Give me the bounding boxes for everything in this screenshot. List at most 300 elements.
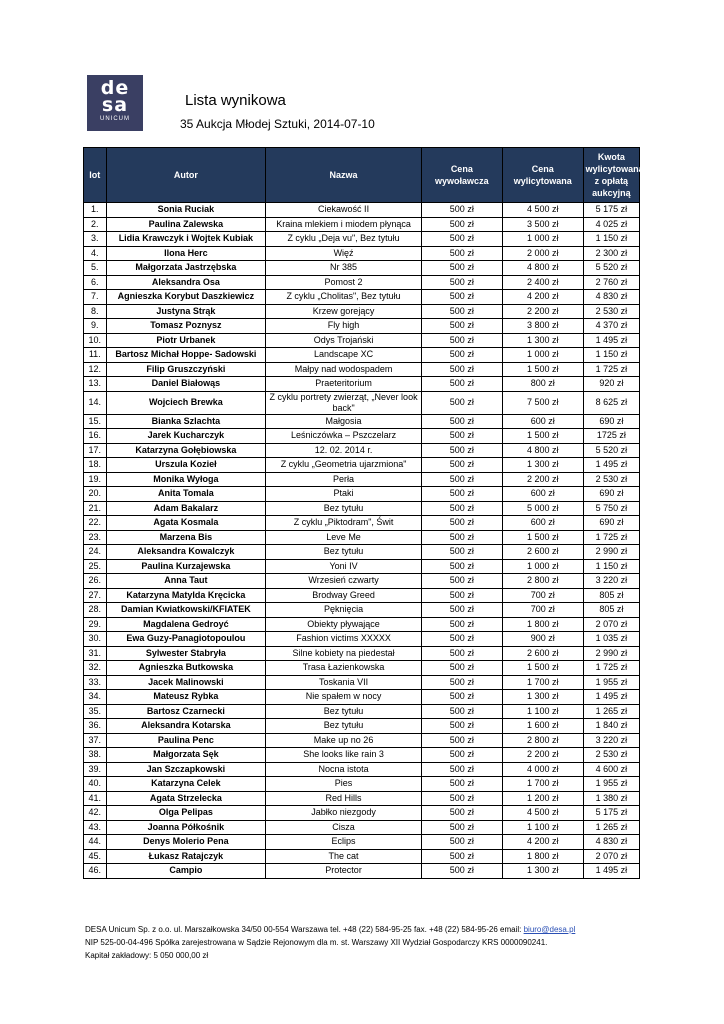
- table-row: [84, 835, 640, 850]
- cell-title: Pęknięcia: [266, 603, 422, 618]
- cell-lot: 16.: [84, 429, 107, 444]
- cell-title: Z cyklu „Geometria ujarzmiona": [266, 458, 422, 473]
- cell-hammer-price: 1 200 zł: [502, 791, 583, 806]
- cell-lot: 25.: [84, 559, 107, 574]
- cell-starting-price: 500 zł: [421, 690, 502, 705]
- cell-author: Paulina Kurzajewska: [106, 559, 266, 574]
- cell-hammer-price: 600 zł: [502, 487, 583, 502]
- cell-lot: 10.: [84, 333, 107, 348]
- cell-title: Yoni IV: [266, 559, 422, 574]
- cell-total: 1 495 zł: [583, 333, 639, 348]
- cell-starting-price: 500 zł: [421, 290, 502, 305]
- table-row: [84, 261, 640, 276]
- cell-starting-price: 500 zł: [421, 791, 502, 806]
- table-row: [84, 559, 640, 574]
- cell-hammer-price: 7 500 zł: [502, 391, 583, 414]
- cell-total: 1 150 zł: [583, 348, 639, 363]
- cell-title: Silne kobiety na piedestał: [266, 646, 422, 661]
- table-row: [84, 362, 640, 377]
- cell-lot: 42.: [84, 806, 107, 821]
- cell-title: Eclips: [266, 835, 422, 850]
- cell-lot: 37.: [84, 733, 107, 748]
- cell-author: Aleksandra Kotarska: [106, 719, 266, 734]
- cell-author: Mateusz Rybka: [106, 690, 266, 705]
- cell-total: 805 zł: [583, 588, 639, 603]
- cell-lot: 9.: [84, 319, 107, 334]
- cell-hammer-price: 1 700 zł: [502, 675, 583, 690]
- cell-starting-price: 500 zł: [421, 348, 502, 363]
- cell-title: Bez tytułu: [266, 545, 422, 560]
- table-row: [84, 791, 640, 806]
- cell-hammer-price: 2 600 zł: [502, 545, 583, 560]
- cell-lot: 33.: [84, 675, 107, 690]
- cell-starting-price: 500 zł: [421, 588, 502, 603]
- table-row: [84, 516, 640, 531]
- footer: [85, 923, 575, 962]
- cell-total: 5 175 zł: [583, 203, 639, 218]
- table-row: [84, 246, 640, 261]
- cell-starting-price: 500 zł: [421, 391, 502, 414]
- cell-hammer-price: 600 zł: [502, 516, 583, 531]
- cell-total: 2 530 zł: [583, 748, 639, 763]
- cell-title: Leve Me: [266, 530, 422, 545]
- cell-title: Praeteritorium: [266, 377, 422, 392]
- cell-title: Leśniczówka – Pszczelarz: [266, 429, 422, 444]
- cell-starting-price: 500 zł: [421, 864, 502, 879]
- cell-title: Red Hills: [266, 791, 422, 806]
- cell-author: Ewa Guzy-Panagiotopoulou: [106, 632, 266, 647]
- cell-lot: 1.: [84, 203, 107, 218]
- cell-starting-price: 500 zł: [421, 646, 502, 661]
- table-row: [84, 443, 640, 458]
- cell-starting-price: 500 zł: [421, 217, 502, 232]
- cell-total: 4 830 zł: [583, 835, 639, 850]
- cell-starting-price: 500 zł: [421, 487, 502, 502]
- cell-starting-price: 500 zł: [421, 545, 502, 560]
- table-row: [84, 733, 640, 748]
- cell-lot: 35.: [84, 704, 107, 719]
- cell-total: 1 495 zł: [583, 864, 639, 879]
- cell-total: 1 495 zł: [583, 690, 639, 705]
- cell-starting-price: 500 zł: [421, 574, 502, 589]
- cell-hammer-price: 600 zł: [502, 414, 583, 429]
- cell-lot: 38.: [84, 748, 107, 763]
- cell-starting-price: 500 zł: [421, 443, 502, 458]
- cell-total: 2 300 zł: [583, 246, 639, 261]
- cell-author: Małgorzata Sęk: [106, 748, 266, 763]
- cell-starting-price: 500 zł: [421, 275, 502, 290]
- table-row: [84, 849, 640, 864]
- table-row: [84, 588, 640, 603]
- table-row: [84, 690, 640, 705]
- cell-title: Brodway Greed: [266, 588, 422, 603]
- cell-total: 3 220 zł: [583, 574, 639, 589]
- table-row: [84, 319, 640, 334]
- cell-title: Więź: [266, 246, 422, 261]
- cell-title: Trasa Łazienkowska: [266, 661, 422, 676]
- cell-starting-price: 500 zł: [421, 661, 502, 676]
- cell-title: Z cyklu „Piktodram", Świt: [266, 516, 422, 531]
- table-row: [84, 704, 640, 719]
- cell-starting-price: 500 zł: [421, 748, 502, 763]
- cell-total: 1 150 zł: [583, 232, 639, 247]
- cell-title: Kraina mlekiem i miodem płynąca: [266, 217, 422, 232]
- cell-author: Bartosz Michał Hoppe- Sadowski: [106, 348, 266, 363]
- cell-title: Małpy nad wodospadem: [266, 362, 422, 377]
- cell-author: Jan Szczapkowski: [106, 762, 266, 777]
- table-row: [84, 574, 640, 589]
- cell-starting-price: 500 zł: [421, 762, 502, 777]
- cell-total: 4 025 zł: [583, 217, 639, 232]
- results-table: [83, 147, 644, 879]
- cell-hammer-price: 1 600 zł: [502, 719, 583, 734]
- cell-author: Piotr Urbanek: [106, 333, 266, 348]
- cell-lot: 30.: [84, 632, 107, 647]
- cell-lot: 34.: [84, 690, 107, 705]
- cell-lot: 39.: [84, 762, 107, 777]
- cell-title: Z cyklu „Cholitas", Bez tytułu: [266, 290, 422, 305]
- cell-starting-price: 500 zł: [421, 501, 502, 516]
- cell-author: Wojciech Brewka: [106, 391, 266, 414]
- cell-title: Wrzesień czwarty: [266, 574, 422, 589]
- table-row: [84, 377, 640, 392]
- cell-author: Katarzyna Matylda Kręcicka: [106, 588, 266, 603]
- cell-total: 1 955 zł: [583, 777, 639, 792]
- cell-lot: 5.: [84, 261, 107, 276]
- cell-hammer-price: 1 300 zł: [502, 458, 583, 473]
- cell-title: Nr 385: [266, 261, 422, 276]
- table-row: [84, 429, 640, 444]
- cell-author: Agnieszka Korybut Daszkiewicz: [106, 290, 266, 305]
- cell-title: 12. 02. 2014 r.: [266, 443, 422, 458]
- cell-total: 2 530 zł: [583, 472, 639, 487]
- cell-hammer-price: 1 100 zł: [502, 704, 583, 719]
- cell-total: 1725 zł: [583, 429, 639, 444]
- cell-title: The cat: [266, 849, 422, 864]
- cell-total: 3 220 zł: [583, 733, 639, 748]
- cell-starting-price: 500 zł: [421, 203, 502, 218]
- cell-hammer-price: 4 500 zł: [502, 203, 583, 218]
- cell-title: Bez tytułu: [266, 704, 422, 719]
- cell-starting-price: 500 zł: [421, 304, 502, 319]
- cell-total: 4 370 zł: [583, 319, 639, 334]
- logo-line-2: sa: [101, 94, 129, 116]
- table-row: [84, 632, 640, 647]
- cell-starting-price: 500 zł: [421, 733, 502, 748]
- page-subtitle: 35 Aukcja Młodej Sztuki, 2014-07-10: [180, 117, 375, 131]
- cell-total: 4 600 zł: [583, 762, 639, 777]
- cell-lot: 21.: [84, 501, 107, 516]
- cell-author: Ilona Herc: [106, 246, 266, 261]
- cell-author: Justyna Strąk: [106, 304, 266, 319]
- cell-hammer-price: 4 800 zł: [502, 443, 583, 458]
- cell-hammer-price: 1 000 zł: [502, 232, 583, 247]
- cell-hammer-price: 3 500 zł: [502, 217, 583, 232]
- cell-author: Damian Kwiatkowski/KFIATEK: [106, 603, 266, 618]
- cell-total: 2 760 zł: [583, 275, 639, 290]
- cell-lot: 6.: [84, 275, 107, 290]
- table-row: [84, 748, 640, 763]
- col-header-starting-price: Cena wywoławcza: [421, 148, 502, 203]
- cell-author: Joanna Półkośnik: [106, 820, 266, 835]
- table-row: [84, 290, 640, 305]
- cell-hammer-price: 1 100 zł: [502, 820, 583, 835]
- cell-lot: 19.: [84, 472, 107, 487]
- cell-starting-price: 500 zł: [421, 362, 502, 377]
- cell-lot: 3.: [84, 232, 107, 247]
- cell-starting-price: 500 zł: [421, 704, 502, 719]
- table-row: [84, 501, 640, 516]
- cell-hammer-price: 2 000 zł: [502, 246, 583, 261]
- cell-starting-price: 500 zł: [421, 806, 502, 821]
- cell-title: Z cyklu „Deja vu", Bez tytułu: [266, 232, 422, 247]
- table-row: [84, 646, 640, 661]
- cell-lot: 12.: [84, 362, 107, 377]
- col-header-hammer-price: Cena wylicytowana: [502, 148, 583, 203]
- cell-starting-price: 500 zł: [421, 232, 502, 247]
- table-row: [84, 719, 640, 734]
- cell-total: 2 530 zł: [583, 304, 639, 319]
- cell-total: 5 750 zł: [583, 501, 639, 516]
- cell-author: Katarzyna Gołębiowska: [106, 443, 266, 458]
- cell-title: Z cyklu portrety zwierząt, „Never look back": [266, 391, 422, 414]
- cell-hammer-price: 1 500 zł: [502, 661, 583, 676]
- cell-starting-price: 500 zł: [421, 319, 502, 334]
- table-row: [84, 617, 640, 632]
- cell-author: Sylwester Stabryła: [106, 646, 266, 661]
- table-row: [84, 414, 640, 429]
- cell-lot: 44.: [84, 835, 107, 850]
- table-row: [84, 661, 640, 676]
- cell-total: 1 840 zł: [583, 719, 639, 734]
- cell-hammer-price: 2 200 zł: [502, 304, 583, 319]
- table-row: [84, 487, 640, 502]
- cell-lot: 8.: [84, 304, 107, 319]
- table-header-row: [84, 148, 640, 203]
- logo-line-3: UNICUM: [100, 116, 130, 122]
- cell-hammer-price: 1 700 zł: [502, 777, 583, 792]
- cell-author: Lidia Krawczyk i Wojtek Kubiak: [106, 232, 266, 247]
- cell-author: Paulina Zalewska: [106, 217, 266, 232]
- col-header-total-with-fee: Kwota wylicytowana z opłatą aukcyjną: [583, 148, 639, 203]
- cell-lot: 43.: [84, 820, 107, 835]
- cell-total: 2 990 zł: [583, 646, 639, 661]
- cell-hammer-price: 2 400 zł: [502, 275, 583, 290]
- cell-author: Bartosz Czarnecki: [106, 704, 266, 719]
- cell-title: Bez tytułu: [266, 719, 422, 734]
- page-title: Lista wynikowa: [185, 92, 286, 109]
- cell-title: Cisza: [266, 820, 422, 835]
- cell-author: Magdalena Gedroyć: [106, 617, 266, 632]
- cell-title: Make up no 26: [266, 733, 422, 748]
- cell-lot: 36.: [84, 719, 107, 734]
- cell-hammer-price: 700 zł: [502, 588, 583, 603]
- table-body: [84, 203, 640, 879]
- cell-starting-price: 500 zł: [421, 632, 502, 647]
- cell-hammer-price: 4 200 zł: [502, 835, 583, 850]
- cell-title: Jabłko niezgody: [266, 806, 422, 821]
- cell-starting-price: 500 zł: [421, 377, 502, 392]
- cell-title: Fashion victims XXXXX: [266, 632, 422, 647]
- cell-lot: 11.: [84, 348, 107, 363]
- cell-hammer-price: 1 300 zł: [502, 864, 583, 879]
- cell-total: 1 380 zł: [583, 791, 639, 806]
- cell-total: 690 zł: [583, 516, 639, 531]
- cell-author: Jarek Kucharczyk: [106, 429, 266, 444]
- cell-author: Agata Strzelecka: [106, 791, 266, 806]
- cell-title: Krzew gorejący: [266, 304, 422, 319]
- cell-lot: 18.: [84, 458, 107, 473]
- cell-hammer-price: 3 800 zł: [502, 319, 583, 334]
- footer-company: DESA Unicum Sp. z o.o. ul. Marszałkowska 34/50 00-554 Warszawa tel. +48 (22) 584-95-25 fax. +48 (22) 584-95-26 email:: [85, 925, 524, 934]
- cell-starting-price: 500 zł: [421, 261, 502, 276]
- cell-hammer-price: 4 000 zł: [502, 762, 583, 777]
- cell-starting-price: 500 zł: [421, 414, 502, 429]
- cell-hammer-price: 800 zł: [502, 377, 583, 392]
- table-row: [84, 275, 640, 290]
- cell-author: Anna Taut: [106, 574, 266, 589]
- cell-hammer-price: 1 000 zł: [502, 559, 583, 574]
- cell-hammer-price: 2 200 zł: [502, 472, 583, 487]
- cell-lot: 2.: [84, 217, 107, 232]
- cell-lot: 29.: [84, 617, 107, 632]
- cell-lot: 23.: [84, 530, 107, 545]
- table-row: [84, 304, 640, 319]
- cell-lot: 31.: [84, 646, 107, 661]
- cell-hammer-price: 1 000 zł: [502, 348, 583, 363]
- cell-author: Monika Wyłoga: [106, 472, 266, 487]
- table-row: [84, 864, 640, 879]
- cell-author: Aleksandra Osa: [106, 275, 266, 290]
- cell-lot: 24.: [84, 545, 107, 560]
- cell-starting-price: 500 zł: [421, 559, 502, 574]
- logo-line-1: de: [100, 77, 130, 99]
- cell-lot: 46.: [84, 864, 107, 879]
- cell-author: Agnieszka Butkowska: [106, 661, 266, 676]
- cell-hammer-price: 2 200 zł: [502, 748, 583, 763]
- cell-lot: 17.: [84, 443, 107, 458]
- cell-author: Bianka Szlachta: [106, 414, 266, 429]
- cell-hammer-price: 2 800 zł: [502, 733, 583, 748]
- cell-total: 1 150 zł: [583, 559, 639, 574]
- table-row: [84, 458, 640, 473]
- cell-lot: 26.: [84, 574, 107, 589]
- cell-hammer-price: 1 500 zł: [502, 362, 583, 377]
- cell-hammer-price: 1 500 zł: [502, 530, 583, 545]
- cell-author: Olga Pelipas: [106, 806, 266, 821]
- cell-starting-price: 500 zł: [421, 458, 502, 473]
- cell-lot: 32.: [84, 661, 107, 676]
- cell-title: Odys Trojański: [266, 333, 422, 348]
- cell-starting-price: 500 zł: [421, 516, 502, 531]
- cell-author: Anita Tomala: [106, 487, 266, 502]
- cell-title: Obiekty pływające: [266, 617, 422, 632]
- cell-starting-price: 500 zł: [421, 835, 502, 850]
- cell-hammer-price: 700 zł: [502, 603, 583, 618]
- cell-title: Perła: [266, 472, 422, 487]
- cell-total: 1 265 zł: [583, 820, 639, 835]
- cell-author: Katarzyna Celek: [106, 777, 266, 792]
- cell-total: 5 520 zł: [583, 443, 639, 458]
- cell-hammer-price: 1 300 zł: [502, 333, 583, 348]
- footer-email-link[interactable]: biuro@desa.pl: [523, 925, 576, 934]
- cell-hammer-price: 4 500 zł: [502, 806, 583, 821]
- cell-total: 1 265 zł: [583, 704, 639, 719]
- cell-title: Nie spałem w nocy: [266, 690, 422, 705]
- cell-starting-price: 500 zł: [421, 530, 502, 545]
- cell-total: 1 955 zł: [583, 675, 639, 690]
- cell-lot: 27.: [84, 588, 107, 603]
- cell-title: Nocna istota: [266, 762, 422, 777]
- cell-starting-price: 500 zł: [421, 849, 502, 864]
- cell-hammer-price: 1 500 zł: [502, 429, 583, 444]
- cell-starting-price: 500 zł: [421, 603, 502, 618]
- cell-title: Protector: [266, 864, 422, 879]
- footer-line-2: NIP 525-00-04-496 Spółka zarejestrowana w Sądzie Rejonowym dla m. st. Warszawy XII Wydział Gospodarczy KRS 0000090241.: [85, 938, 548, 947]
- cell-hammer-price: 900 zł: [502, 632, 583, 647]
- table-row: [84, 530, 640, 545]
- table-row: [84, 762, 640, 777]
- cell-lot: 14.: [84, 391, 107, 414]
- col-header-title: Nazwa: [266, 148, 422, 203]
- cell-total: 1 725 zł: [583, 661, 639, 676]
- cell-hammer-price: 4 800 zł: [502, 261, 583, 276]
- cell-author: Urszula Kozieł: [106, 458, 266, 473]
- cell-total: 690 zł: [583, 414, 639, 429]
- cell-total: 920 zł: [583, 377, 639, 392]
- cell-total: 690 zł: [583, 487, 639, 502]
- table-row: [84, 203, 640, 218]
- cell-title: She looks like rain 3: [266, 748, 422, 763]
- table-row: [84, 603, 640, 618]
- cell-author: Sonia Ruciak: [106, 203, 266, 218]
- table-row: [84, 232, 640, 247]
- cell-author: Denys Molerio Pena: [106, 835, 266, 850]
- cell-title: Małgosia: [266, 414, 422, 429]
- cell-starting-price: 500 zł: [421, 820, 502, 835]
- table-row: [84, 348, 640, 363]
- cell-hammer-price: 1 800 zł: [502, 617, 583, 632]
- table-row: [84, 333, 640, 348]
- table-row: [84, 675, 640, 690]
- cell-lot: 45.: [84, 849, 107, 864]
- cell-lot: 13.: [84, 377, 107, 392]
- table-row: [84, 391, 640, 414]
- cell-starting-price: 500 zł: [421, 719, 502, 734]
- cell-lot: 4.: [84, 246, 107, 261]
- cell-author: Marzena Bis: [106, 530, 266, 545]
- cell-total: 2 070 zł: [583, 849, 639, 864]
- cell-starting-price: 500 zł: [421, 246, 502, 261]
- cell-hammer-price: 2 800 zł: [502, 574, 583, 589]
- cell-author: Paulina Penc: [106, 733, 266, 748]
- cell-starting-price: 500 zł: [421, 429, 502, 444]
- cell-author: Daniel Białowąs: [106, 377, 266, 392]
- desa-logo: [87, 75, 143, 131]
- cell-title: Ciekawość II: [266, 203, 422, 218]
- cell-author: Łukasz Ratajczyk: [106, 849, 266, 864]
- cell-total: 2 070 zł: [583, 617, 639, 632]
- cell-title: Pomost 2: [266, 275, 422, 290]
- cell-lot: 20.: [84, 487, 107, 502]
- cell-author: Aleksandra Kowalczyk: [106, 545, 266, 560]
- col-header-lot: lot: [84, 148, 107, 203]
- table-row: [84, 806, 640, 821]
- cell-title: Toskania VII: [266, 675, 422, 690]
- footer-line-3: Kapitał zakładowy: 5 050 000,00 zł: [85, 951, 209, 960]
- footer-line-1: [85, 923, 575, 936]
- cell-author: Jacek Malinowski: [106, 675, 266, 690]
